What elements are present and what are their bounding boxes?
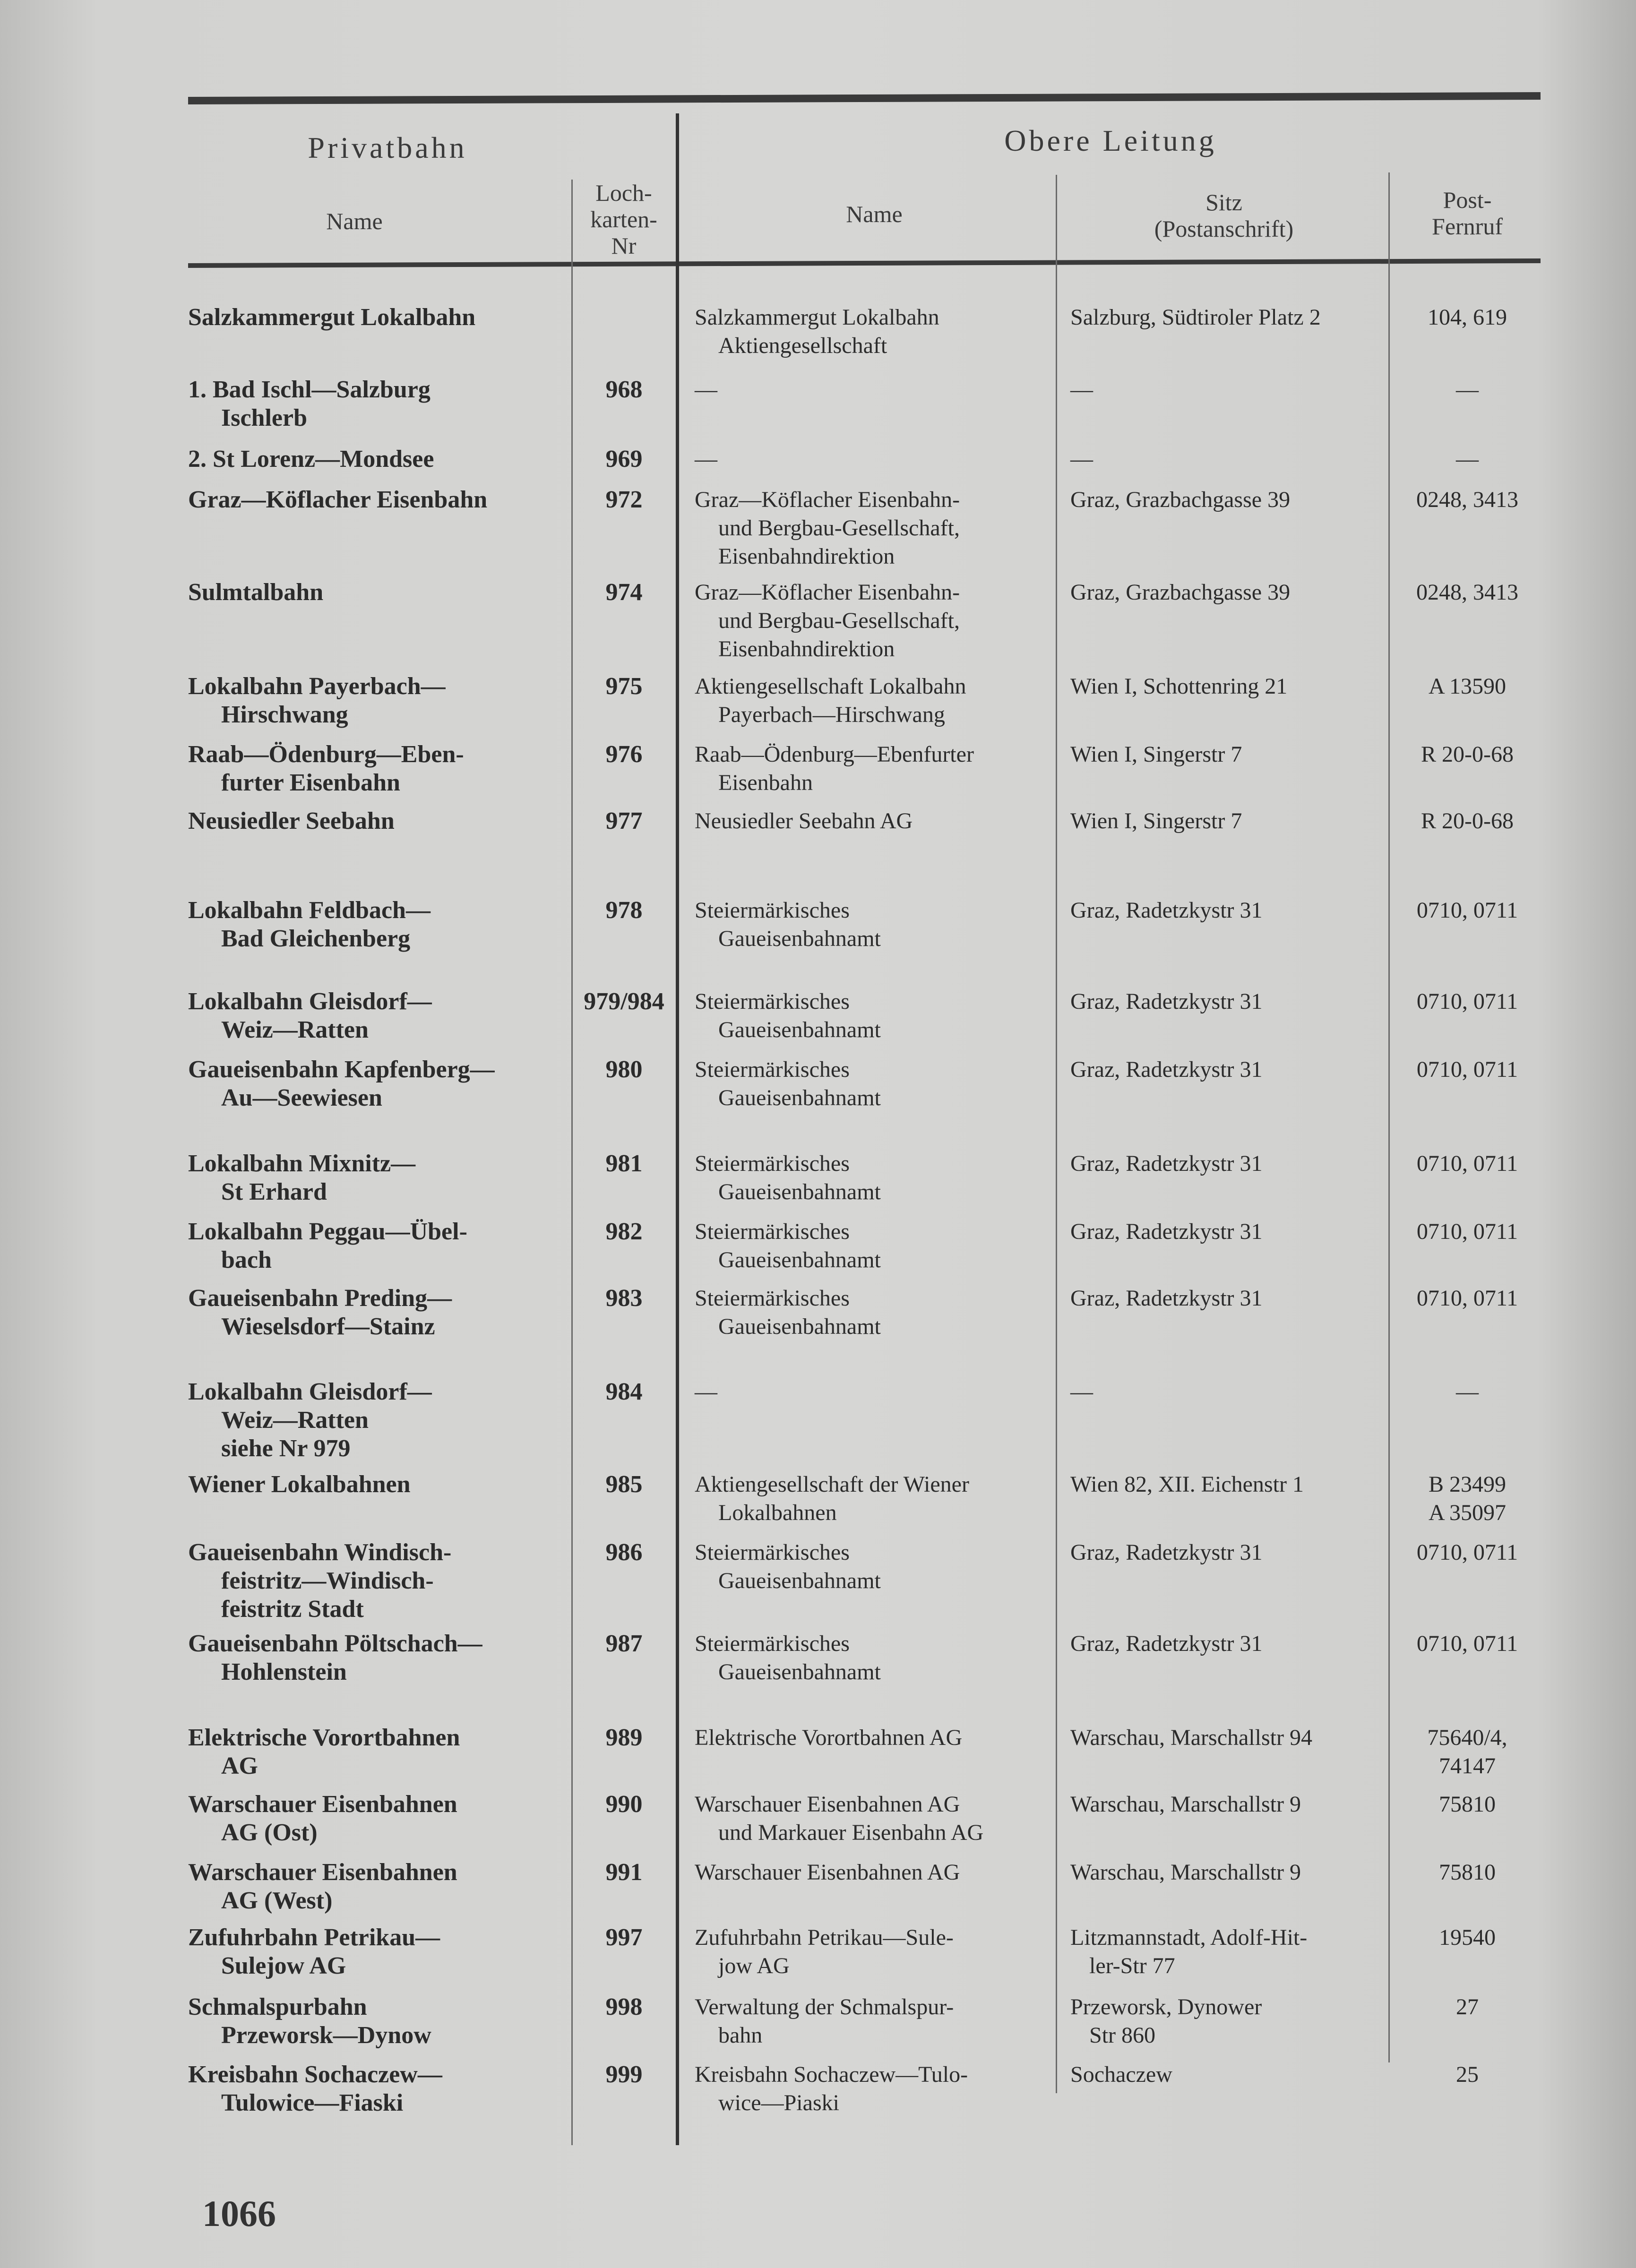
management-name: Steiermärkisches Gaueisenbahnamt [695, 1540, 881, 1593]
management-address: Salzburg, Südtiroler Platz 2 [1070, 305, 1321, 330]
railway-name: Graz—Köflacher Eisenbahn [188, 486, 488, 513]
lochkarten-nr: 972 [605, 486, 643, 513]
page-number: 1066 [202, 2193, 276, 2234]
management-address: Wien I, Schottenring 21 [1070, 674, 1288, 699]
railway-name: Lokalbahn Gleisdorf— Weiz—Ratten [188, 988, 432, 1043]
management-name: Steiermärkisches Gaueisenbahnamt [695, 898, 881, 951]
management-name: Elektrische Vorortbahnen AG [695, 1725, 963, 1750]
railway-name: 2. St Lorenz—Mondsee [188, 446, 434, 472]
lochkarten-nr: 997 [605, 1924, 643, 1951]
header-obere-name: Name [846, 201, 903, 227]
phone-number: 0710, 0711 [1416, 1631, 1518, 1656]
phone-number: 75810 [1439, 1792, 1496, 1817]
phone-number: 0710, 0711 [1416, 1151, 1518, 1176]
lochkarten-nr: 978 [605, 897, 643, 924]
phone-number: 0710, 0711 [1416, 898, 1518, 923]
phone-number: 0248, 3413 [1416, 580, 1518, 605]
column-divider-fernruf [1388, 172, 1390, 2062]
phone-number: R 20-0-68 [1421, 808, 1514, 833]
phone-number: 0248, 3413 [1416, 487, 1518, 512]
lochkarten-nr: 998 [605, 1993, 643, 2020]
lochkarten-nr: 969 [605, 446, 643, 472]
management-address: — [1070, 1379, 1093, 1404]
management-address: Graz, Radetzkystr 31 [1070, 1631, 1263, 1656]
railway-name: Wiener Lokalbahnen [188, 1471, 411, 1498]
header-obere-leitung: Obere Leitung [1004, 124, 1217, 157]
management-address: — [1070, 447, 1093, 472]
management-name: Steiermärkisches Gaueisenbahnamt [695, 989, 881, 1042]
management-name: Steiermärkisches Gaueisenbahnamt [695, 1631, 881, 1684]
management-name: Graz—Köflacher Eisenbahn- und Bergbau-Gesellschaft, Eisenbahndirektion [695, 580, 960, 662]
management-name: Steiermärkisches Gaueisenbahnamt [695, 1057, 881, 1110]
management-address: Warschau, Marschallstr 94 [1070, 1725, 1312, 1750]
header-sitz: Sitz (Postanschrift) [1154, 189, 1294, 242]
phone-number: A 13590 [1428, 674, 1506, 699]
management-address: Graz, Radetzkystr 31 [1070, 1057, 1263, 1082]
phone-number: 27 [1456, 1994, 1479, 2019]
management-address: Warschau, Marschallstr 9 [1070, 1860, 1301, 1885]
header-fernruf: Post- Fernruf [1432, 187, 1503, 240]
management-name: — [695, 377, 717, 402]
management-address: Wien I, Singerstr 7 [1070, 742, 1242, 767]
lochkarten-nr: 980 [605, 1056, 643, 1083]
management-address: Warschau, Marschallstr 9 [1070, 1792, 1301, 1817]
management-name: Graz—Köflacher Eisenbahn- und Bergbau-Gesellschaft, Eisenbahndirektion [695, 487, 960, 569]
phone-number: — [1456, 447, 1479, 472]
railway-name: Gaueisenbahn Pöltschach— Hohlenstein [188, 1630, 482, 1685]
lochkarten-nr: 986 [605, 1539, 643, 1566]
management-address: — [1070, 377, 1093, 402]
management-name: Warschauer Eisenbahnen AG [695, 1860, 960, 1885]
railway-name: Zufuhrbahn Petrikau— Sulejow AG [188, 1924, 440, 1979]
management-name: Steiermärkisches Gaueisenbahnamt [695, 1151, 881, 1204]
lochkarten-nr: 984 [605, 1378, 643, 1405]
management-address: Graz, Radetzkystr 31 [1070, 1151, 1263, 1176]
management-address: Graz, Radetzkystr 31 [1070, 898, 1263, 923]
management-address: Wien 82, XII. Eichenstr 1 [1070, 1472, 1304, 1497]
lochkarten-nr: 983 [605, 1285, 643, 1312]
lochkarten-nr: 999 [605, 2061, 643, 2088]
phone-number: 0710, 0711 [1416, 1540, 1518, 1565]
management-name: Zufuhrbahn Petrikau—Sule- jow AG [695, 1925, 954, 1978]
railway-name: Lokalbahn Mixnitz— St Erhard [188, 1150, 416, 1205]
management-address: Sochaczew [1070, 2062, 1172, 2087]
header-name: Name [326, 208, 383, 234]
phone-number: 19540 [1439, 1925, 1496, 1950]
management-address: Wien I, Singerstr 7 [1070, 808, 1242, 833]
management-name: — [695, 447, 717, 472]
railway-name: Lokalbahn Feldbach— Bad Gleichenberg [188, 897, 431, 952]
phone-number: 25 [1456, 2062, 1479, 2087]
management-name: Aktiengesellschaft der Wiener Lokalbahnen [695, 1472, 969, 1525]
management-name: Steiermärkisches Gaueisenbahnamt [695, 1286, 881, 1339]
lochkarten-nr: 981 [605, 1150, 643, 1177]
column-divider-main [676, 113, 679, 2145]
management-name: Kreisbahn Sochaczew—Tulo- wice—Piaski [695, 2062, 968, 2115]
phone-number: 0710, 0711 [1416, 989, 1518, 1014]
column-divider-sitz [1056, 175, 1057, 2093]
railway-name: Elektrische Vorortbahnen AG [188, 1724, 460, 1779]
lochkarten-nr: 968 [605, 376, 643, 403]
management-address: Przeworsk, Dynower Str 860 [1070, 1994, 1262, 2048]
phone-number: B 23499 A 35097 [1428, 1472, 1506, 1525]
railway-name: Salzkammergut Lokalbahn [188, 304, 476, 331]
top-rule [188, 92, 1541, 104]
management-name: Steiermärkisches Gaueisenbahnamt [695, 1219, 881, 1272]
management-address: Graz, Radetzkystr 31 [1070, 989, 1263, 1014]
header-lochkarten-nr: Loch- karten- Nr [590, 180, 657, 259]
management-name: — [695, 1379, 717, 1404]
phone-number: 104, 619 [1428, 305, 1507, 330]
railway-name: Sulmtalbahn [188, 579, 324, 606]
lochkarten-nr: 989 [605, 1724, 643, 1751]
header-privatbahn: Privatbahn [308, 131, 467, 164]
management-address: Graz, Radetzkystr 31 [1070, 1219, 1263, 1244]
railway-name: Warschauer Eisenbahnen AG (Ost) [188, 1791, 457, 1846]
management-name: Raab—Ödenburg—Ebenfurter Eisenbahn [695, 742, 974, 795]
railway-name: Neusiedler Seebahn [188, 808, 395, 834]
lochkarten-nr: 987 [605, 1630, 643, 1657]
railway-name: Gaueisenbahn Windisch- feistritz—Windisch- feistritz Stadt [188, 1539, 452, 1623]
management-address: Litzmannstadt, Adolf-Hit- ler-Str 77 [1070, 1925, 1308, 1978]
railway-name: Lokalbahn Gleisdorf— Weiz—Ratten siehe Nr 979 [188, 1378, 432, 1462]
phone-number: — [1456, 377, 1479, 402]
management-name: Aktiengesellschaft Lokalbahn Payerbach—Hirschwang [695, 674, 966, 727]
lochkarten-nr: 985 [605, 1471, 643, 1498]
phone-number: 0710, 0711 [1416, 1219, 1518, 1244]
phone-number: 75640/4, 74147 [1427, 1725, 1507, 1778]
railway-name: Schmalspurbahn Przeworsk—Dynow [188, 1993, 431, 2049]
lochkarten-nr: 977 [605, 808, 643, 834]
railway-name: Warschauer Eisenbahnen AG (West) [188, 1859, 457, 1914]
phone-number: — [1456, 1379, 1479, 1404]
management-name: Neusiedler Seebahn AG [695, 808, 913, 833]
lochkarten-nr: 975 [605, 673, 643, 700]
management-name: Warschauer Eisenbahnen AG und Markauer Eisenbahn AG [695, 1792, 984, 1845]
railway-name: Lokalbahn Payerbach— Hirschwang [188, 673, 446, 728]
management-address: Graz, Grazbachgasse 39 [1070, 487, 1291, 512]
lochkarten-nr: 991 [605, 1859, 643, 1886]
railway-name: Lokalbahn Peggau—Übel- bach [188, 1218, 467, 1273]
lochkarten-nr: 982 [605, 1218, 643, 1245]
management-address: Graz, Radetzkystr 31 [1070, 1286, 1263, 1311]
management-address: Graz, Radetzkystr 31 [1070, 1540, 1263, 1565]
lochkarten-nr: 976 [605, 741, 643, 768]
phone-number: 0710, 0711 [1416, 1286, 1518, 1311]
railway-name: 1. Bad Ischl—Salzburg Ischlerb [188, 376, 431, 431]
phone-number: R 20-0-68 [1421, 742, 1514, 767]
railway-name: Kreisbahn Sochaczew— Tulowice—Fiaski [188, 2061, 442, 2116]
phone-number: 75810 [1439, 1860, 1496, 1885]
railway-name: Gaueisenbahn Kapfenberg— Au—Seewiesen [188, 1056, 495, 1111]
lochkarten-nr: 990 [605, 1791, 643, 1818]
phone-number: 0710, 0711 [1416, 1057, 1518, 1082]
railway-name: Gaueisenbahn Preding— Wieselsdorf—Stainz [188, 1285, 452, 1340]
header-bottom-rule [188, 258, 1541, 268]
management-name: Salzkammergut Lokalbahn Aktiengesellschaft [695, 305, 939, 358]
lochkarten-nr: 974 [605, 579, 643, 606]
management-address: Graz, Grazbachgasse 39 [1070, 580, 1291, 605]
railway-name: Raab—Ödenburg—Eben- furter Eisenbahn [188, 741, 464, 796]
lochkarten-nr: 979/984 [584, 988, 664, 1015]
management-name: Verwaltung der Schmalspur- bahn [695, 1994, 954, 2048]
